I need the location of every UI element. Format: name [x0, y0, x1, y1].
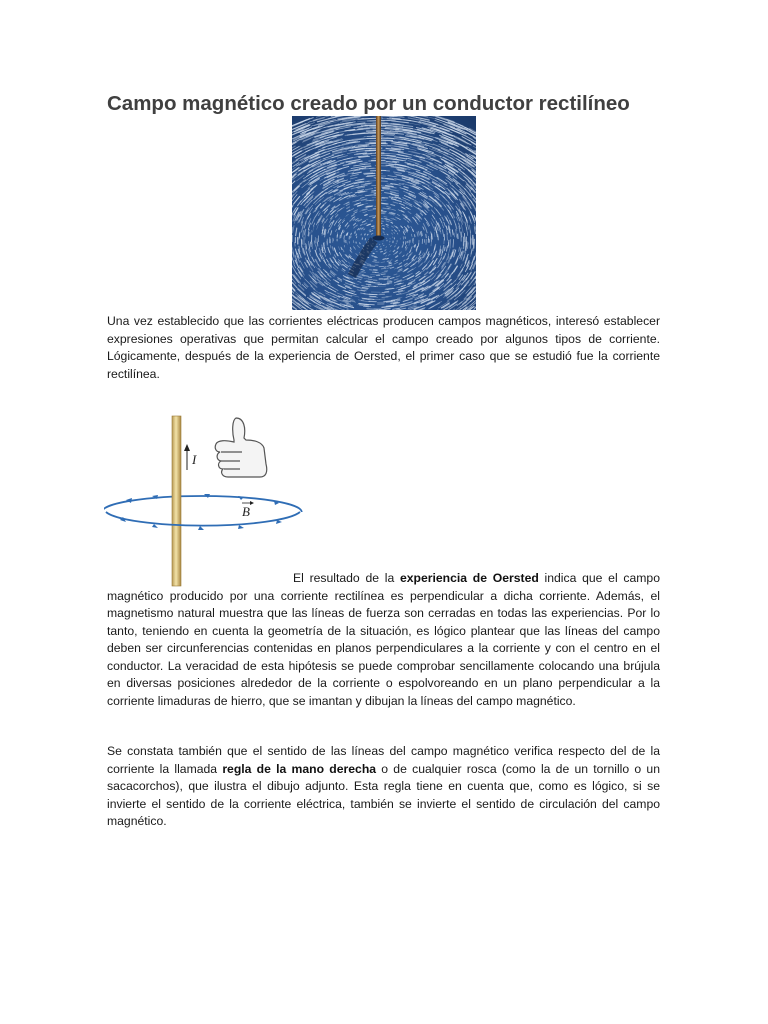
iron-filing: [461, 232, 462, 237]
iron-filing: [387, 261, 389, 262]
iron-filing: [388, 281, 392, 282]
iron-filing: [381, 211, 386, 212]
current-label: I: [192, 452, 197, 467]
iron-filing: [367, 234, 368, 235]
iron-filing: [353, 246, 354, 247]
iron-filing: [330, 245, 331, 248]
oersted-paragraph: [107, 570, 660, 710]
iron-filing: [366, 173, 375, 174]
iron-filing: [344, 235, 345, 239]
iron-filing: [369, 230, 371, 231]
iron-filing: [384, 135, 393, 136]
iron-filing: [359, 247, 360, 248]
iron-filing: [382, 198, 388, 199]
rule-text-a: Se constata también que el sentido de las líneas del campo magnético verifica respecto del de la corriente la llamada: [107, 744, 660, 776]
iron-filing: [373, 228, 375, 229]
iron-filing: [414, 245, 415, 247]
iron-filing: [387, 258, 389, 259]
iron-filing: [474, 239, 475, 248]
iron-filing: [395, 246, 396, 247]
iron-filing: [383, 232, 384, 233]
oersted-text-a: El resultado de la: [293, 571, 400, 585]
intro-paragraph: Una vez establecido que las corrientes eléctricas producen campos magnéticos, interesó establecer expresiones operativas que permitan calcular el campo creado por algunos tipos de corriente. Lógicamente, después de la experiencia de Oersted, el primer caso que se estudió fue la corriente rectilínea.: [107, 314, 660, 381]
iron-filing: [381, 268, 386, 269]
iron-filing: [392, 230, 393, 231]
iron-filing: [363, 245, 364, 246]
iron-filing: [382, 212, 386, 213]
field-label: B: [242, 504, 250, 519]
rule-text-b: o de cualquier rosca (como la de un tornillo o un sacacorchos), que ilustra el dibujo adjunto. Esta regla tiene en cuenta que, como es lógico, si se invierte el sentido de la corriente eléctrica, también se invierte el sentido de circulación del campo magnético.: [107, 761, 660, 828]
iron-filing: [369, 224, 371, 225]
iron-filing: [387, 277, 390, 278]
iron-filing: [402, 245, 403, 247]
iron-filing: [383, 189, 389, 190]
iron-filing: [444, 247, 445, 250]
iron-filing: [385, 309, 390, 310]
iron-filing: [346, 234, 347, 236]
iron-filing: [372, 226, 374, 227]
iron-filing: [447, 234, 448, 240]
iron-filing: [418, 244, 419, 247]
iron-filing: [405, 242, 406, 245]
iron-filing: [386, 224, 388, 225]
iron-filing: [426, 234, 427, 237]
iron-filing: [384, 234, 385, 235]
iron-filing: [367, 225, 369, 226]
iron-filing: [372, 233, 373, 234]
iron-filing: [370, 231, 371, 232]
iron-filing: [386, 256, 387, 257]
oersted-text-b: indica que el campo magnético producido por una corriente rectilínea es perpendicular a dicha corriente. Además, el magnetismo natural muestra que las líneas de fuerza son cerradas en todas las experiencias. Por lo tanto, teniendo en cuenta la geometría de la situación, es lógico plantear que las líneas del campo deben ser circunferencias contenidas en planos perpendiculares a la corriente y con el centro en el conductor. La veracidad de esta hipótesis se puede comprobar sencillamente colocando una brújula en diversas posiciones alrededor de la corriente o espolvoreando en un plano perpendicular a la corriente limaduras de hierro, que se imantan y dibujan la líneas del campo magnético.: [107, 571, 660, 708]
iron-filing: [385, 219, 387, 220]
iron-filing: [364, 164, 370, 165]
iron-filings-image: [292, 116, 476, 310]
iron-filing: [365, 166, 371, 167]
iron-filings-photo: [292, 116, 476, 310]
iron-filing: [470, 239, 471, 248]
iron-filing: [384, 253, 385, 254]
iron-filing: [382, 297, 388, 298]
thumbs-up-hand-icon: [215, 418, 267, 477]
oersted-bold: experiencia de Oersted: [399, 571, 539, 585]
conductor-rod: [172, 416, 181, 586]
right-hand-rule-diagram: [104, 410, 304, 588]
iron-filing: [356, 234, 357, 235]
iron-filing: [367, 264, 371, 265]
iron-filing: [385, 251, 386, 252]
field-loop-front: [106, 512, 300, 526]
iron-filing: [317, 242, 318, 246]
iron-filing: [438, 234, 439, 240]
iron-filing: [351, 233, 352, 235]
iron-filing: [385, 252, 387, 253]
iron-filing: [432, 234, 433, 239]
iron-filing: [358, 245, 359, 246]
rule-bold: regla de la mano derecha: [222, 761, 377, 776]
field-loop-back: [104, 496, 302, 512]
iron-filing: [389, 262, 391, 263]
right-hand-rule-paragraph: [107, 743, 660, 831]
iron-filing: [365, 215, 367, 216]
iron-filing: [365, 234, 366, 235]
iron-filing: [387, 283, 392, 284]
iron-filing: [370, 216, 374, 217]
iron-filing: [450, 240, 451, 248]
iron-filing: [383, 259, 386, 260]
iron-filing: [413, 230, 414, 232]
page-title: Campo magnético creado por un conductor rectilíneo: [107, 92, 630, 115]
